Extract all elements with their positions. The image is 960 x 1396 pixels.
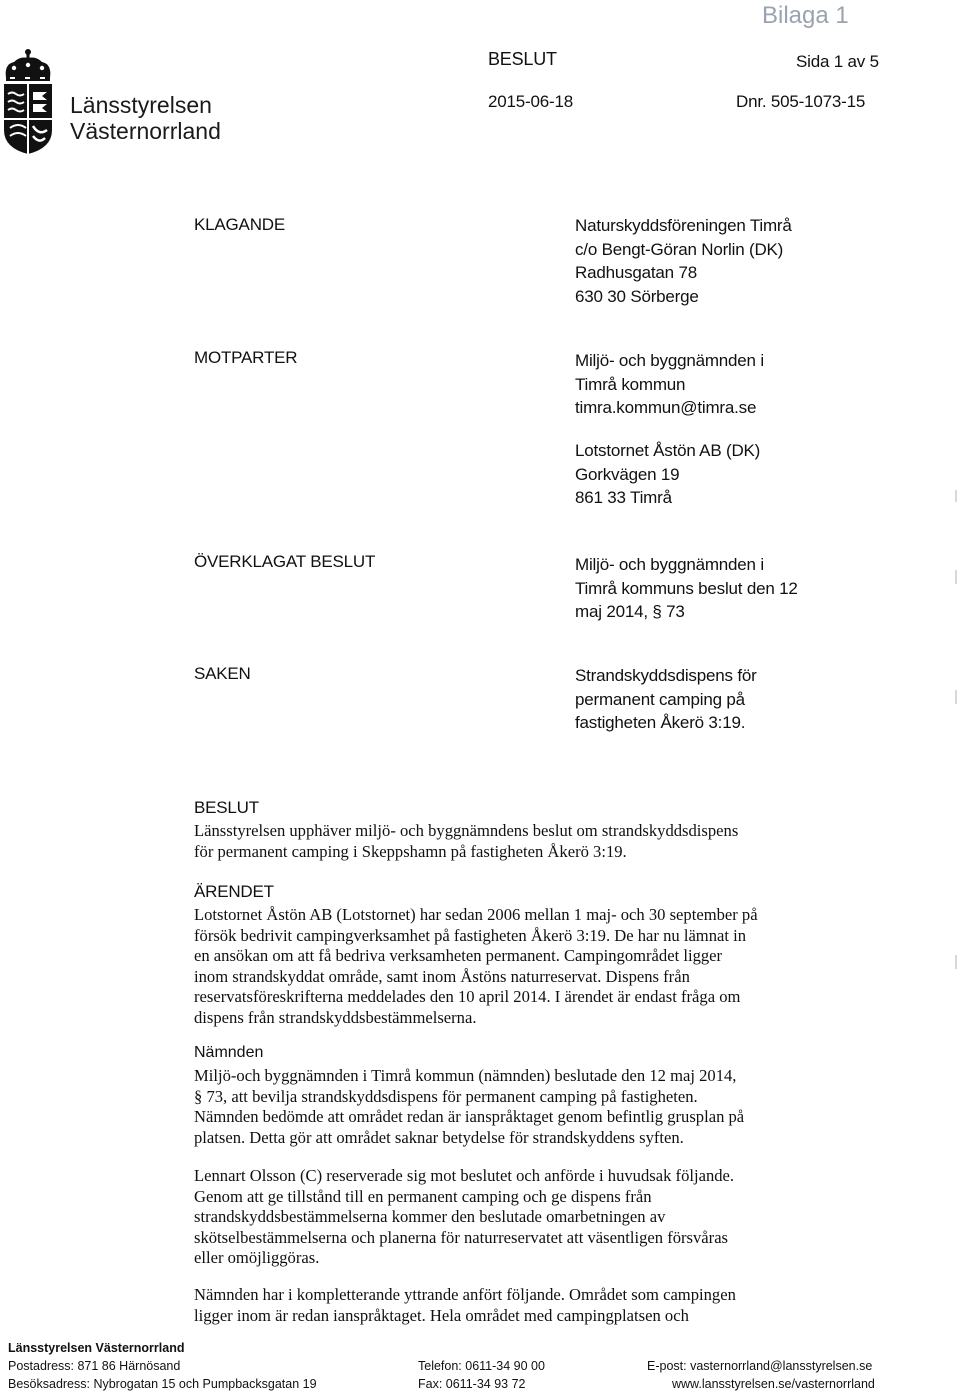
body-line: dispens från strandskyddsbestämmelserna.	[194, 1007, 477, 1027]
heading-beslut: BESLUT	[194, 798, 259, 817]
motpart-line: Lotstornet Åstön AB (DK)	[575, 441, 761, 460]
dnr-number: Dnr. 505-1073-15	[736, 92, 866, 111]
supplement-text	[194, 1285, 854, 1326]
saken-line: fastigheten Åkerö 3:19.	[575, 713, 746, 732]
motpart-line: Miljö- och byggnämnden i	[575, 351, 764, 370]
saken-line: Strandskyddsdispens för	[575, 666, 757, 685]
klagande-line: 630 30 Sörberge	[575, 286, 699, 306]
footer-fax: Fax: 0611-34 93 72	[418, 1377, 526, 1391]
motpart-line: Gorkvägen 19	[575, 464, 680, 484]
motpart-line: Timrå kommun	[575, 374, 686, 394]
footer-visit: Besöksadress: Nybrogatan 15 och Pumpbacksgatan 19	[8, 1377, 317, 1391]
body-line: Länsstyrelsen upphäver miljö- och byggnämndens beslut om strandskyddsdispens	[194, 821, 739, 840]
arendet-text	[194, 905, 854, 1029]
klagande-details	[575, 214, 792, 308]
body-line: Lotstornet Åstön AB (Lotstornet) har sedan 2006 mellan 1 maj- och 30 september på	[194, 905, 758, 924]
overklagat-details	[575, 553, 798, 624]
motpart-email: timra.kommun@timra.se	[575, 398, 757, 417]
reservation-text	[194, 1166, 854, 1269]
label-motparter: MOTPARTER	[194, 348, 298, 367]
overklagat-line: Timrå kommuns beslut den 12	[575, 578, 798, 598]
org-region: Västernorrland	[70, 118, 221, 144]
body-line: en ansökan om att få bedriva verksamheten permanent. Campingområdet ligger	[194, 946, 723, 966]
scan-mark	[955, 570, 957, 584]
scan-mark	[955, 690, 957, 704]
body-line: platsen. Detta gör att området saknar betydelse för strandskyddens syften.	[194, 1127, 684, 1147]
footer-email[interactable]: E-post: vasternorrland@lansstyrelsen.se	[647, 1359, 873, 1373]
doc-date: 2015-06-18	[488, 92, 573, 111]
footer-website[interactable]: www.lansstyrelsen.se/vasternorrland	[672, 1377, 875, 1391]
body-line: skötselbestämmelserna och planerna för naturreservatet att väsentligen försvåras	[194, 1227, 729, 1247]
scan-mark	[955, 955, 957, 969]
saken-line: permanent camping på	[575, 689, 745, 709]
body-line: § 73, att bevilja strandskyddsdispens för permanent camping på fastigheten.	[194, 1086, 698, 1106]
label-saken: SAKEN	[194, 664, 251, 683]
heading-namnden: Nämnden	[194, 1044, 264, 1061]
scan-mark	[955, 490, 957, 502]
saken-details	[575, 664, 757, 735]
overklagat-line: maj 2014, § 73	[575, 602, 685, 621]
label-klagande: KLAGANDE	[194, 215, 285, 234]
body-line: eller omöjliggöras.	[194, 1248, 320, 1268]
label-overklagat-beslut: ÖVERKLAGAT BESLUT	[194, 552, 376, 571]
beslut-text	[194, 821, 854, 862]
klagande-line: Radhusgatan 78	[575, 263, 697, 282]
heading-arendet: ÄRENDET	[194, 882, 274, 901]
page-number: Sida 1 av 5	[796, 52, 879, 71]
body-line: Nämnden bedömde att området redan är ianspråktaget genom befintlig grusplan på	[194, 1107, 745, 1127]
doc-type: BESLUT	[488, 49, 557, 69]
body-line: Genom att ge tillstånd till en permanent camping och ge dispens från	[194, 1186, 652, 1206]
footer-postal: Postadress: 871 86 Härnösand	[8, 1359, 181, 1373]
body-line: inom strandskyddat område, samt inom Åstöns naturreservat. Dispens från	[194, 966, 690, 986]
klagande-line: Naturskyddsföreningen Timrå	[575, 216, 792, 235]
overklagat-line: Miljö- och byggnämnden i	[575, 555, 764, 574]
body-line: Nämnden har i kompletterande yttrande anfört följande. Området som campingen	[194, 1285, 736, 1304]
motpart-line: 861 33 Timrå	[575, 488, 672, 507]
namnden-text	[194, 1066, 854, 1148]
body-line: Miljö-och byggnämnden i Timrå kommun (nämnden) beslutade den 12 maj 2014,	[194, 1066, 737, 1085]
body-line: Lennart Olsson (C) reserverade sig mot beslutet och anförde i huvudsak följande.	[194, 1166, 735, 1185]
footer-org: Länsstyrelsen Västernorrland	[8, 1341, 185, 1355]
footer-phone: Telefon: 0611-34 90 00	[418, 1359, 545, 1373]
org-name: Länsstyrelsen	[70, 92, 212, 118]
annex-label: Bilaga 1	[762, 2, 849, 29]
body-line: ligger inom är redan ianspråktaget. Hela området med campingplatsen och	[194, 1305, 689, 1325]
klagande-line: c/o Bengt-Göran Norlin (DK)	[575, 239, 784, 259]
body-line: för permanent camping i Skeppshamn på fastigheten Åkerö 3:19.	[194, 841, 627, 861]
coat-of-arms-icon	[0, 48, 56, 156]
motpart-1-details	[575, 349, 764, 420]
motpart-2-details	[575, 439, 760, 510]
body-line: försök bedrivit campingverksamhet på fastigheten Åkerö 3:19. De har nu lämnat in	[194, 925, 747, 945]
body-line: strandskyddsbestämmelserna kommer den beslutade omarbetningen av	[194, 1207, 666, 1227]
body-line: reservatsföreskrifterna meddelades den 10 april 2014. I ärendet är endast fråga om	[194, 987, 741, 1007]
